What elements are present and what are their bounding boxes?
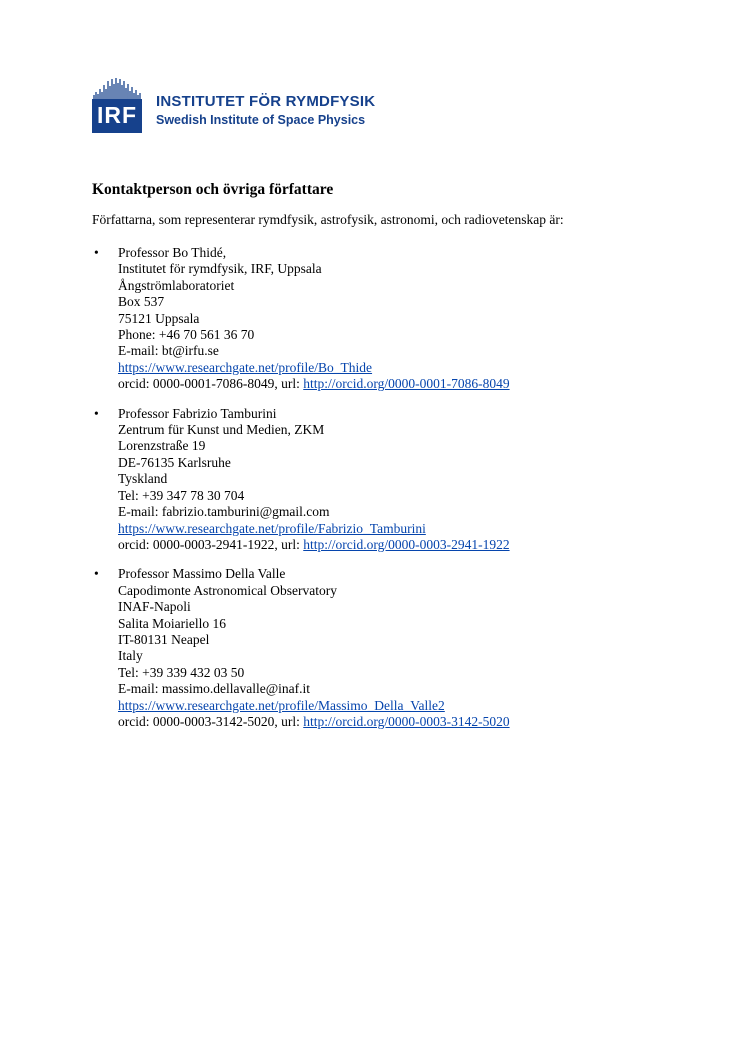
author-list: [92, 245, 654, 730]
author-phone: Tel: +39 347 78 30 704: [118, 487, 245, 503]
author-address-line: DE-76135 Karlsruhe: [118, 454, 231, 470]
author-address-line: IT-80131 Neapel: [118, 631, 210, 647]
orcid-label: orcid: 0000-0003-2941-1922, url:: [118, 536, 304, 552]
researchgate-profile-link[interactable]: https://www.researchgate.net/profile/Massimo_Della_Valle2: [118, 697, 445, 713]
orcid-link[interactable]: http://orcid.org/0000-0003-3142-5020: [303, 713, 510, 729]
orcid-link[interactable]: http://orcid.org/0000-0001-7086-8049: [303, 376, 510, 392]
author-email: E-mail: fabrizio.tamburini@gmail.com: [118, 504, 330, 520]
irf-logo-text: [156, 93, 375, 133]
irf-logo-mark: [92, 77, 142, 133]
author-name: Professor Bo Thidé,: [118, 245, 227, 260]
author-address-line: 75121 Uppsala: [118, 310, 200, 326]
orcid-label: orcid: 0000-0003-3142-5020, url:: [118, 713, 304, 729]
author-entry-bo-thide: [92, 245, 654, 393]
irf-logo-abbr: IRF: [92, 99, 142, 133]
orcid-link[interactable]: http://orcid.org/0000-0003-2941-1922: [303, 536, 510, 552]
author-email: E-mail: bt@irfu.se: [118, 343, 219, 359]
author-phone: Phone: +46 70 561 36 70: [118, 327, 255, 343]
author-address-line: Box 537: [118, 294, 165, 310]
author-phone: Tel: +39 339 432 03 50: [118, 664, 245, 680]
author-address-line: Salita Moiariello 16: [118, 615, 226, 631]
irf-logo: [92, 75, 654, 133]
author-name: Professor Fabrizio Tamburini: [118, 405, 277, 421]
bullet-marker: •: [94, 245, 99, 260]
author-email: E-mail: massimo.dellavalle@inaf.it: [118, 681, 311, 697]
author-name: Professor Massimo Della Valle: [118, 566, 286, 582]
author-affiliation: Zentrum für Kunst und Medien, ZKM: [118, 422, 325, 438]
author-affiliation: Institutet för rymdfysik, IRF, Uppsala: [118, 261, 322, 277]
author-address-line: INAF-Napoli: [118, 599, 191, 615]
waveform-icon: [92, 77, 142, 99]
author-entry-fabrizio-tamburini: [92, 406, 654, 554]
author-entry-massimo-della-valle: [92, 566, 654, 730]
author-affiliation: Capodimonte Astronomical Observatory: [118, 582, 337, 598]
author-address-line: Lorenzstraße 19: [118, 438, 206, 454]
author-address-line: Italy: [118, 648, 143, 664]
researchgate-profile-link[interactable]: https://www.researchgate.net/profile/Bo_Thide: [118, 359, 373, 375]
page-title: Kontaktperson och övriga författare: [92, 181, 334, 198]
intro-paragraph: Författarna, som representerar rymdfysik, astrofysik, astronomi, och radiovetenskap är:: [92, 212, 564, 227]
researchgate-profile-link[interactable]: https://www.researchgate.net/profile/Fabrizio_Tamburini: [118, 520, 426, 536]
bullet-marker: •: [94, 566, 99, 582]
orcid-label: orcid: 0000-0001-7086-8049, url:: [118, 376, 304, 392]
institute-name-english: Swedish Institute of Space Physics: [156, 113, 366, 127]
bullet-marker: •: [94, 405, 99, 421]
author-address-line: Tyskland: [118, 471, 168, 487]
institute-name-swedish: INSTITUTET FÖR RYMDFYSIK: [156, 93, 376, 110]
author-address-line: Ångströmlaboratoriet: [118, 277, 235, 293]
